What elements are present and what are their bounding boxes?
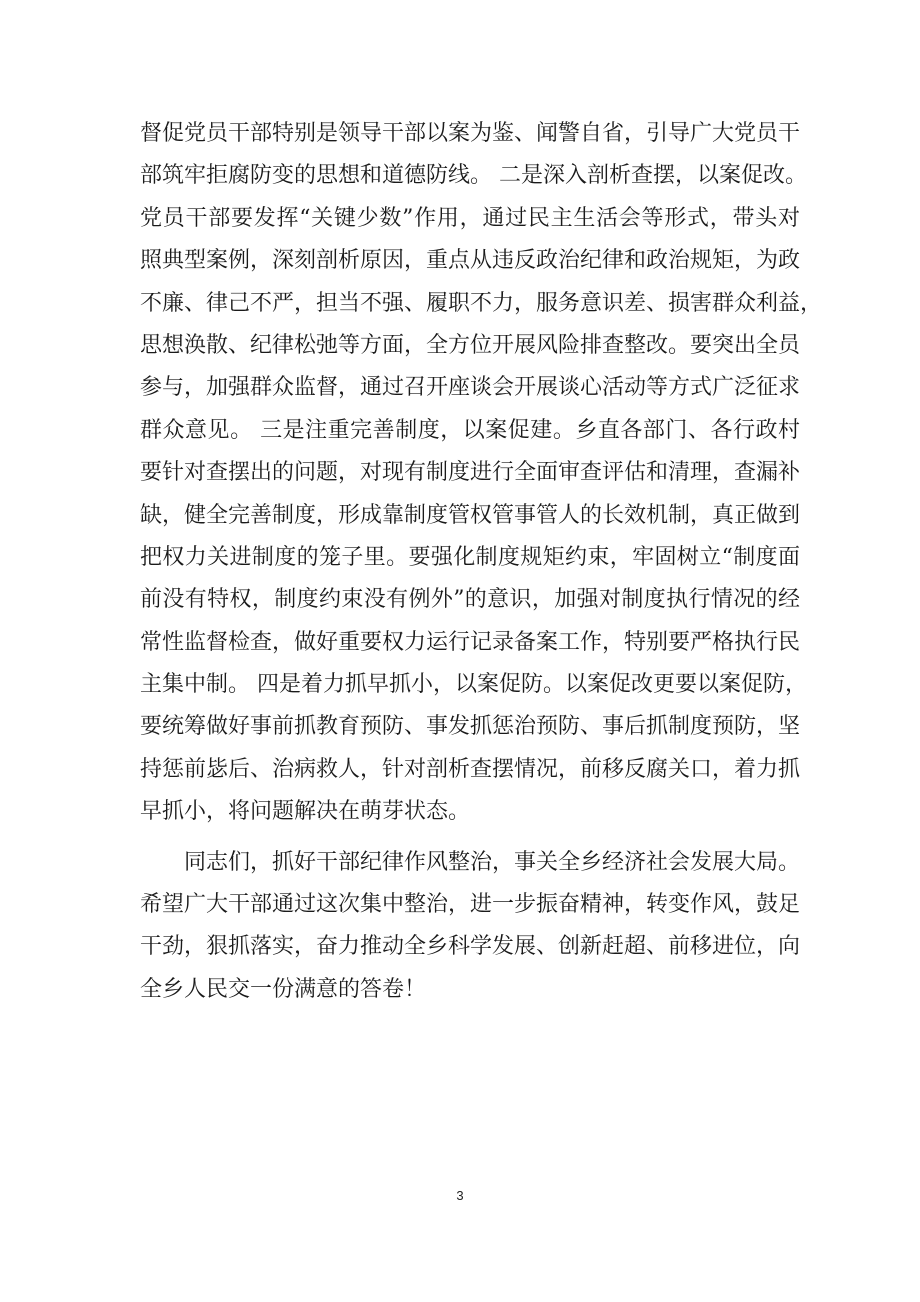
text-line: 不廉、律己不严，担当不强、履职不力，服务意识差、损害群众利益， [140,290,823,316]
text-line: 要统筹做好事前抓教育预防、事发抓惩治预防、事后抓制度预防，坚 [140,714,801,740]
text-line: 前没有特权，制度约束没有例外”的意识，加强对制度执行情况的经 [140,587,800,613]
text-line: 常性监督检查，做好重要权力运行记录备案工作，特别要严格执行民 [140,629,801,655]
text-line: 把权力关进制度的笼子里。要强化制度规矩约束，牢固树立“制度面 [140,544,800,570]
text-line: 全乡人民交一份满意的答卷！ [140,976,427,1002]
text-line: 早抓小，将问题解决在萌芽状态。 [140,799,471,825]
text-line: 照典型案例，深刻剖析原因，重点从违反政治纪律和政治规矩，为政 [140,248,801,274]
paragraph-spacer [140,834,800,842]
text-line: 同志们，抓好干部纪律作风整治，事关全乡经济社会发展大局。 [140,849,801,875]
text-line: 持惩前毖后、治病救人，针对剖析查摆情况，前移反腐关口，着力抓 [140,756,801,782]
text-line: 参与，加强群众监督，通过召开座谈会开展谈心活动等方式广泛征求 [140,375,801,401]
text-line: 希望广大干部通过这次集中整治，进一步振奋精神，转变作风，鼓足 [140,892,801,918]
paragraph [140,842,800,1012]
text-line: 要针对查摆出的问题，对现有制度进行全面审查评估和清理，查漏补 [140,460,801,486]
page-number: 3 [456,1188,464,1203]
text-line: 部筑牢拒腐防变的思想和道德防线。 二是深入剖析查摆，以案促改。 [140,163,807,189]
text-line: 群众意见。 三是注重完善制度，以案促建。乡直各部门、各行政村 [140,417,800,443]
text-line: 党员干部要发挥“关键少数”作用，通过民主生活会等形式，带头对 [140,205,800,231]
text-line: 主集中制。 四是着力抓早抓小，以案促防。以案促改更要以案促防， [140,672,807,698]
text-line: 干劲，狠抓落实，奋力推动全乡科学发展、创新赶超、前移进位，向 [140,934,801,960]
paragraph [140,113,823,834]
body-text [140,113,823,1011]
text-line: 缺，健全完善制度，形成靠制度管权管事管人的长效机制，真正做到 [140,502,801,528]
text-line: 督促党员干部特别是领导干部以案为鉴、闻警自省，引导广大党员干 [140,121,801,146]
text-line: 思想涣散、纪律松弛等方面，全方位开展风险排查整改。要突出全员 [140,332,801,358]
